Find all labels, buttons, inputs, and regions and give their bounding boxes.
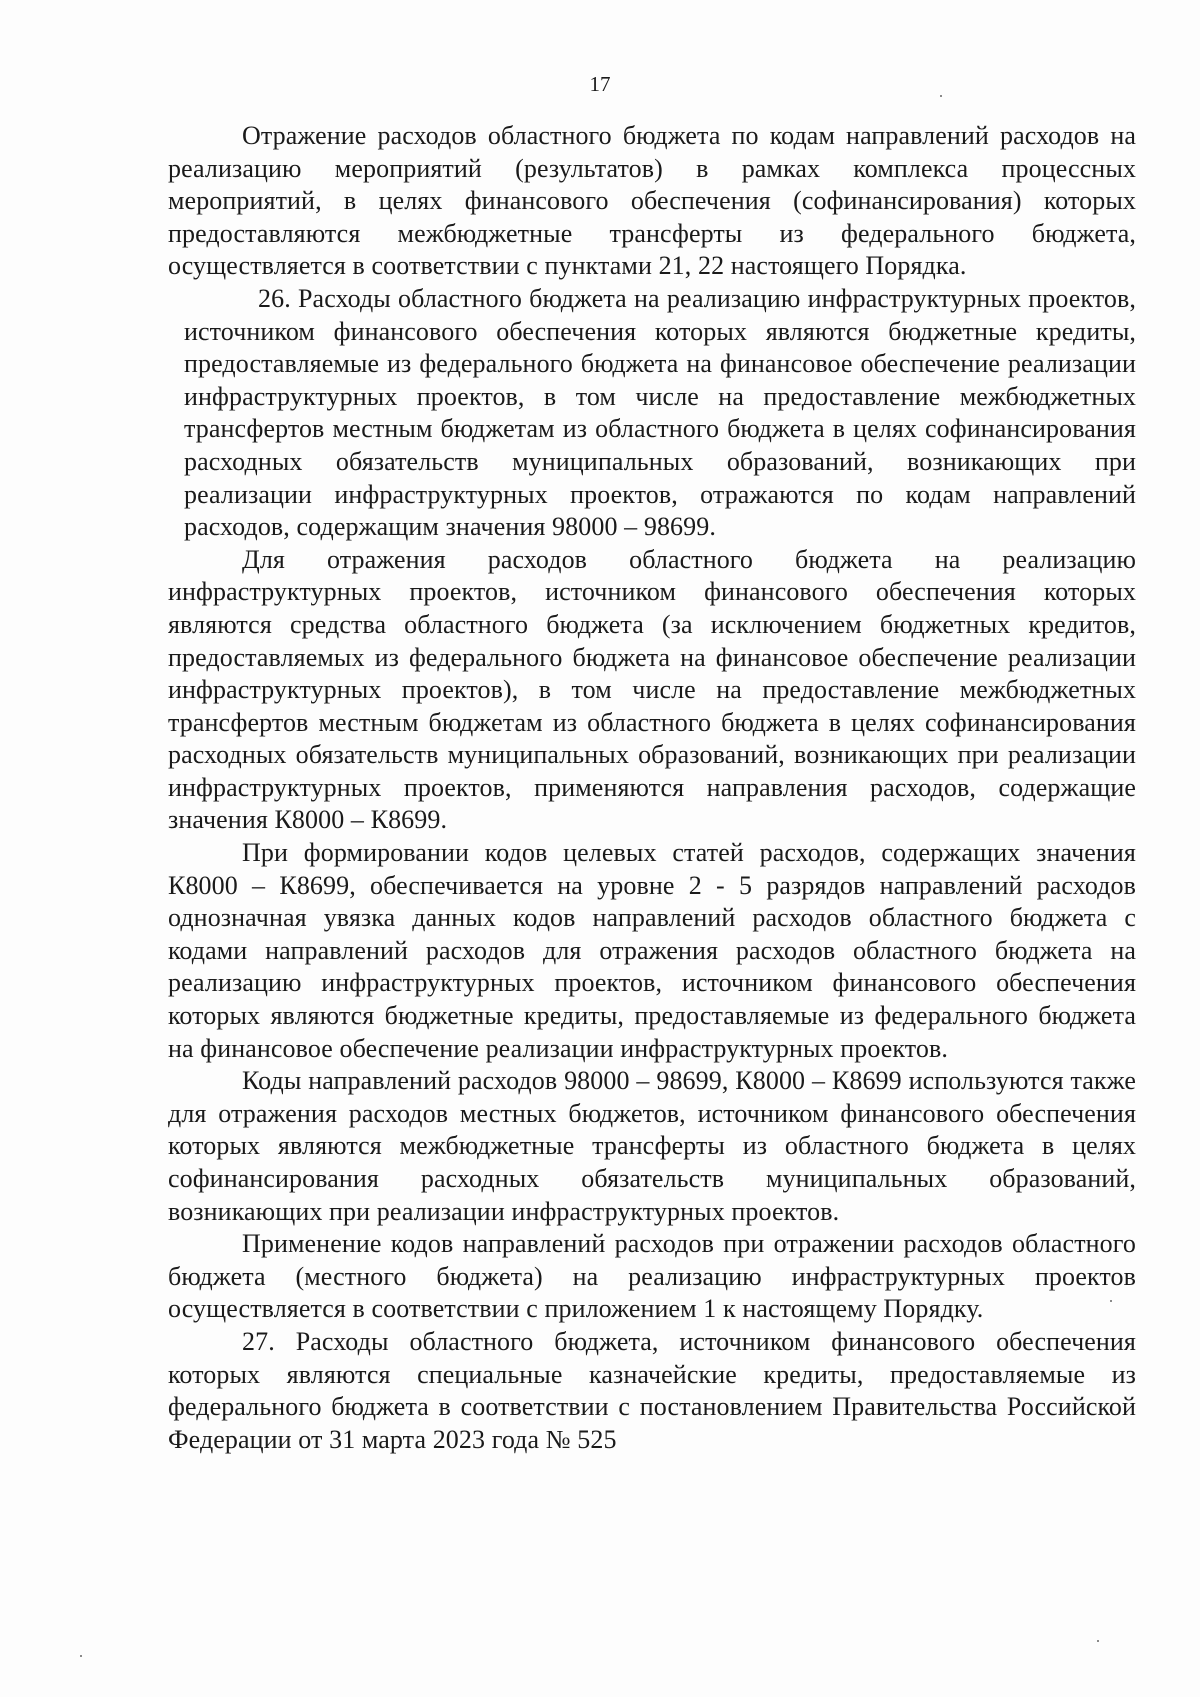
paragraph-appendix-reference: Применение кодов направлений расходов при отражении расходов областного бюджета (местного бюджета) на реализацию инфраструктурных проектов осуществляется в соответствии с приложением 1 к настоящему Порядку.	[168, 1229, 1136, 1324]
paragraph-regional-budget-funding: Для отражения расходов областного бюджета на реализацию инфраструктурных проектов, источником финансового обеспечения которых являются средства областного бюджета (за исключением бюджетных кредитов, предоставляемых из федерального бюджета на финансовое обеспечение реализации инфраструктурных проектов), в том числе на предоставление межбюджетных трансфертов местным бюджетам из областного бюджета в целях софинансирования расходных обязательств муниципальных образований, возникающих при реализации инфраструктурных проектов, применяются направления расходов, содержащие значения К8000 – К8699.	[168, 544, 1136, 835]
paragraph-expenses-federal-transfers: Отражение расходов областного бюджета по кодам направлений расходов на реализацию мероприятий (результатов) в рамках комплекса процессных мероприятий, в целях финансового обеспечения (софинансирования) которых предоставляются межбюджетные трансферты из федерального бюджета, осуществляется в соответствии с пунктами 21, 22 настоящего Порядка.	[168, 121, 1136, 281]
scan-speck	[1097, 1640, 1099, 1642]
scan-speck	[80, 1655, 82, 1657]
document-body	[168, 120, 1136, 1456]
paragraph-item-26: 26. Расходы областного бюджета на реализацию инфраструктурных проектов, источником финансового обеспечения которых являются бюджетные кредиты, предоставляемые из федерального бюджета на финансовое обеспечение реализации инфраструктурных проектов, в том числе на предоставление межбюджетных трансфертов местным бюджетам из областного бюджета в целях софинансирования расходных обязательств муниципальных образований, возникающих при реализации инфраструктурных проектов, отражаются по кодам направлений расходов, содержащим значения 98000 – 98699.	[184, 283, 1136, 542]
page-number: 17	[589, 72, 611, 96]
paragraph-item-27: 27. Расходы областного бюджета, источником финансового обеспечения которых являются специальные казначейские кредиты, предоставляемые из федерального бюджета в соответствии с постановлением Правительства Российской Федерации от 31 марта 2023 года № 525	[168, 1326, 1136, 1454]
scan-speck	[940, 95, 942, 97]
paragraph-target-codes: При формировании кодов целевых статей расходов, содержащих значения К8000 – К8699, обеспечивается на уровне 2 - 5 разрядов направлений расходов однозначная увязка данных кодов направлений расходов областного бюджета с кодами направлений расходов для отражения расходов областного бюджета на реализацию инфраструктурных проектов, источником финансового обеспечения которых являются бюджетные кредиты, предоставляемые из федерального бюджета на финансовое обеспечение реализации инфраструктурных проектов.	[168, 838, 1136, 1063]
scan-speck	[1110, 1300, 1112, 1302]
paragraph-local-budgets: Коды направлений расходов 98000 – 98699, К8000 – К8699 используются также для отражения расходов местных бюджетов, источником финансового обеспечения которых являются межбюджетные трансферты из областного бюджета в целях софинансирования расходных обязательств муниципальных образований, возникающих при реализации инфраструктурных проектов.	[168, 1066, 1136, 1226]
